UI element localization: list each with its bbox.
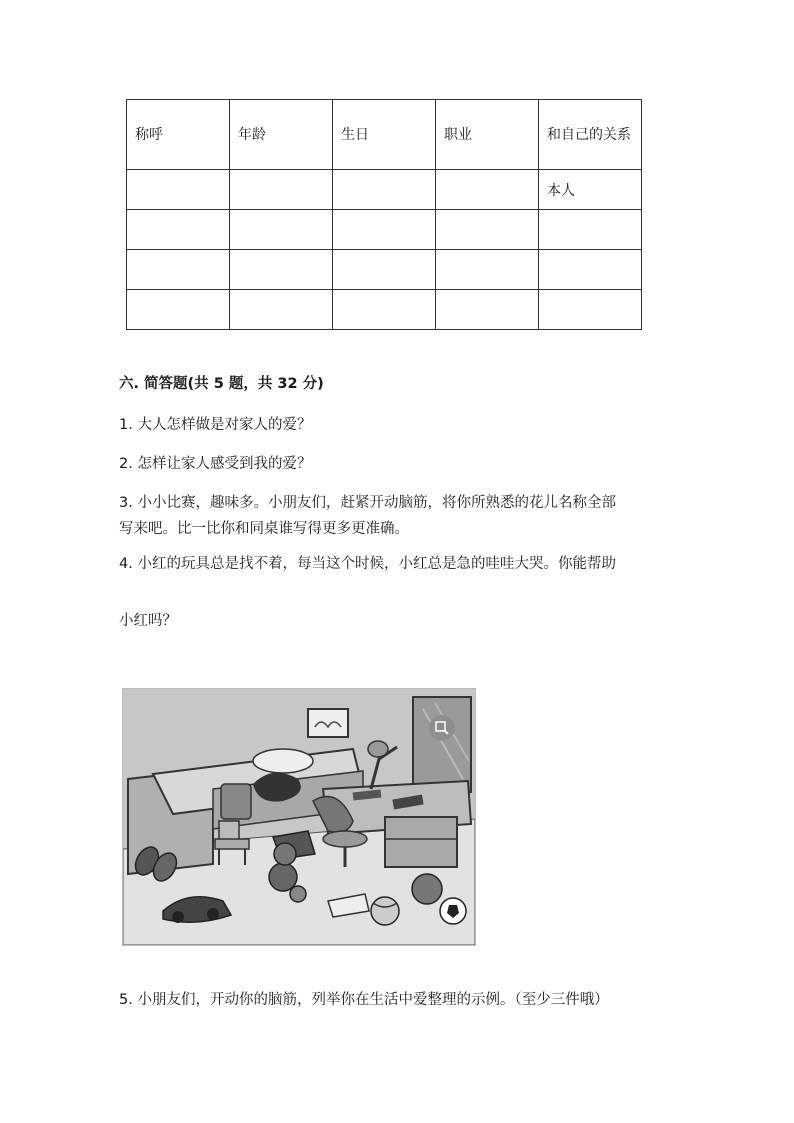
header-cell: 和自己的关系: [539, 100, 642, 170]
header-cell: 职业: [436, 100, 539, 170]
question-3-line-2: 写来吧。比一比你和同桌谁写得更多更准确。: [119, 521, 409, 537]
question-4-line-2: 小红吗？: [119, 613, 177, 629]
question-1: 1. 大人怎样做是对家人的爱？: [119, 417, 312, 433]
header-cell: 年龄: [230, 100, 333, 170]
table-cell[interactable]: [539, 250, 642, 290]
question-3-line-1: 3. 小小比赛，趣味多。小朋友们，赶紧开动脑筋，将你所熟悉的花儿名称全部: [119, 495, 616, 511]
table-cell[interactable]: [127, 210, 230, 250]
table-cell: 本人: [539, 170, 642, 210]
header-cell: 称呼: [127, 100, 230, 170]
table-cell[interactable]: [127, 250, 230, 290]
room-drawing: [123, 689, 475, 945]
table-cell[interactable]: [436, 210, 539, 250]
table-cell[interactable]: [436, 250, 539, 290]
question-5: 5. 小朋友们，开动你的脑筋，列举你在生活中爱整理的示例。（至少三件哦）: [119, 992, 609, 1008]
table-cell[interactable]: [436, 170, 539, 210]
table-row: [127, 170, 642, 210]
table-row: [127, 250, 642, 290]
header-cell: 生日: [333, 100, 436, 170]
messy-room-illustration: [122, 688, 476, 946]
table-row: [127, 210, 642, 250]
table-cell[interactable]: [539, 210, 642, 250]
magnifier-glyph: [434, 720, 450, 736]
section-title: 六. 简答题(共 5 题，共 32 分): [119, 376, 324, 392]
table-row: [127, 290, 642, 330]
table-cell[interactable]: [333, 210, 436, 250]
table-cell[interactable]: [230, 250, 333, 290]
table-cell[interactable]: [436, 290, 539, 330]
question-2: 2. 怎样让家人感受到我的爱？: [119, 456, 312, 472]
table-cell[interactable]: [333, 290, 436, 330]
table-cell[interactable]: [230, 290, 333, 330]
table-header-row: [127, 100, 642, 170]
table-cell[interactable]: [333, 250, 436, 290]
family-info-table: [126, 99, 642, 330]
magnifier-icon[interactable]: [429, 715, 455, 741]
table-cell[interactable]: [333, 170, 436, 210]
table-cell[interactable]: [539, 290, 642, 330]
table-cell[interactable]: [230, 170, 333, 210]
table-cell[interactable]: [230, 210, 333, 250]
question-4-line-1: 4. 小红的玩具总是找不着，每当这个时候，小红总是急的哇哇大哭。你能帮助: [119, 556, 616, 572]
table-cell[interactable]: [127, 290, 230, 330]
table-cell[interactable]: [127, 170, 230, 210]
